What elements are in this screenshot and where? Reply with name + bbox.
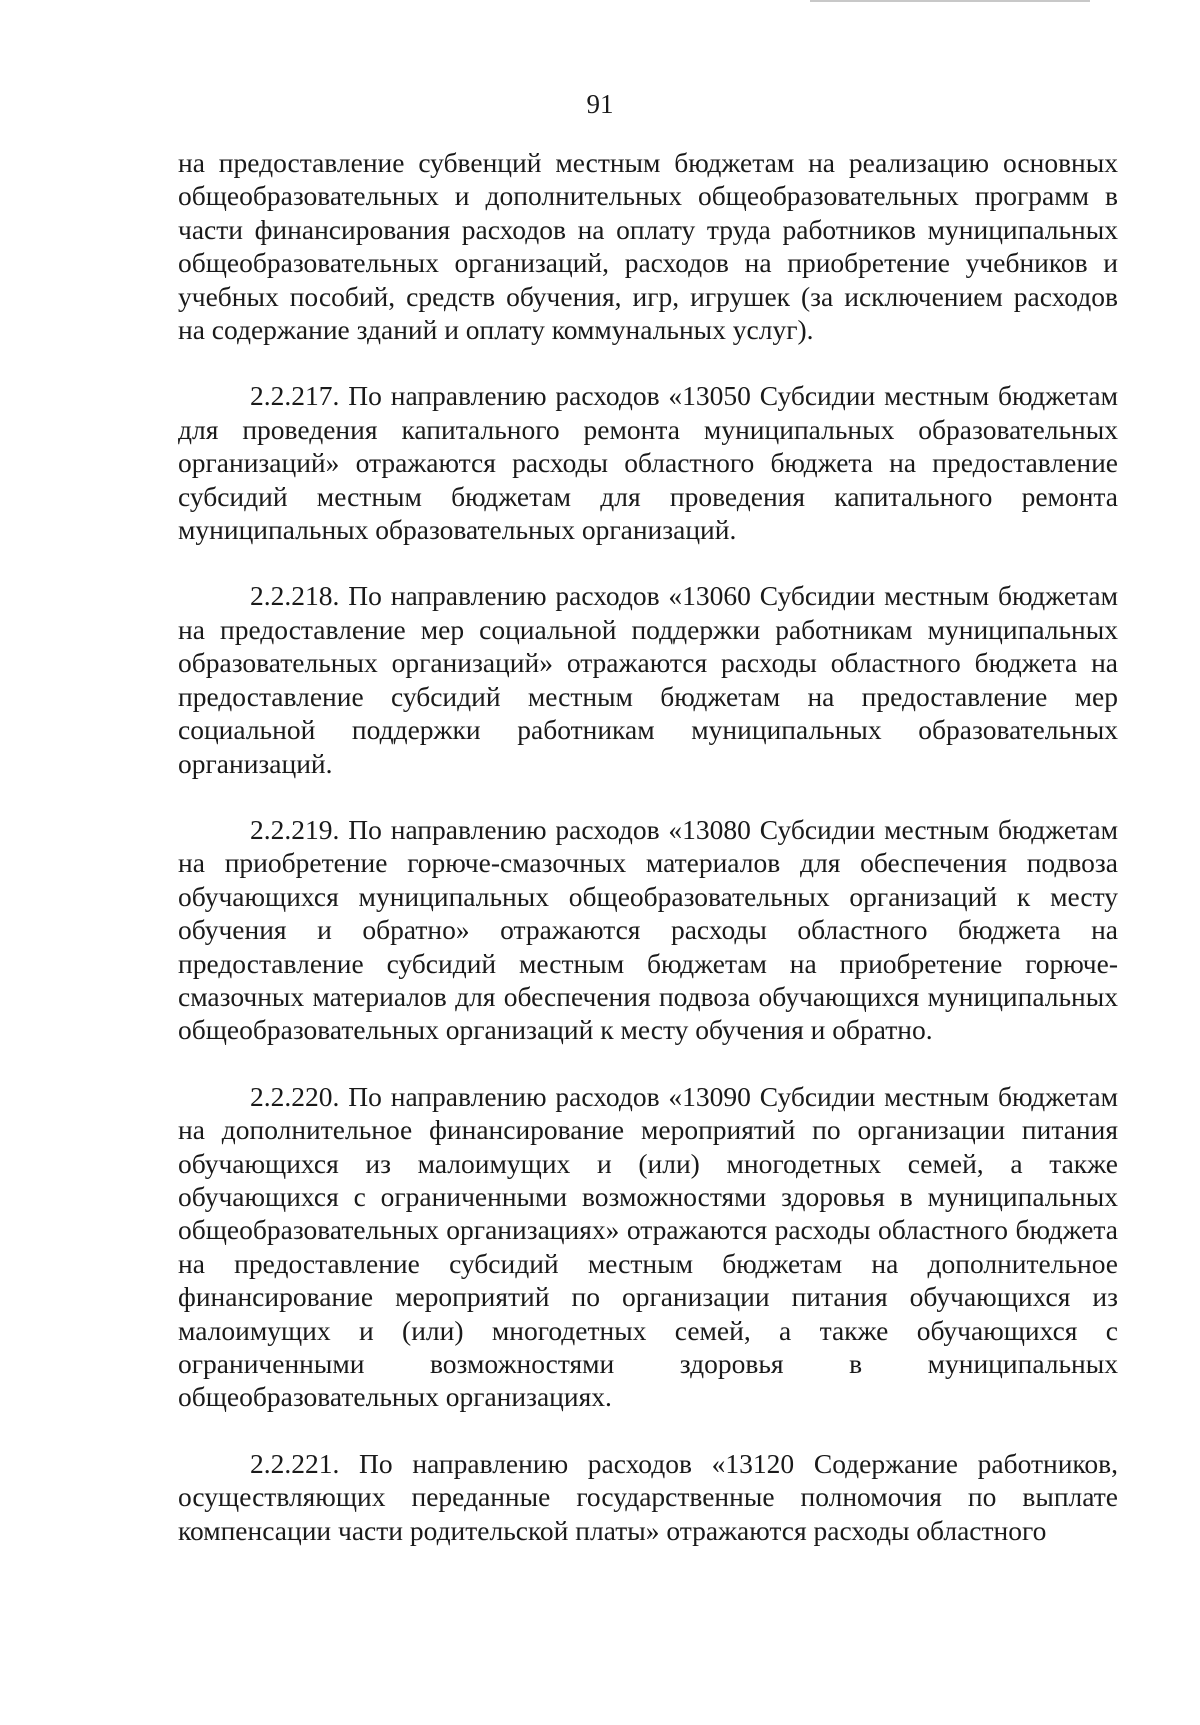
paragraph-2-2-219: 2.2.219. По направлению расходов «13080 Субсидии местным бюджетам на приобретение горюче-смазочных материалов для обеспечения подвоза обучающихся муниципальных общеобразовательных организаций к месту обучения и обратно» отражаются расходы областного бюджета на предоставление субсидий местным бюджетам на приобретение горюче-смазочных материалов для обеспечения подвоза обучающихся муниципальных общеобразовательных организаций к месту обучения и обратно. [178, 813, 1118, 1046]
document-body [178, 146, 1118, 1547]
paragraph-2-2-220: 2.2.220. По направлению расходов «13090 Субсидии местным бюджетам на дополнительное финансирование мероприятий по организации питания обучающихся из малоимущих и (или) многодетных семей, а также обучающихся с ограниченными возможностями здоровья в муниципальных общеобразовательных организациях» отражаются расходы областного бюджета на предоставление субсидий местным бюджетам на дополнительное финансирование мероприятий по организации питания обучающихся из малоимущих и (или) многодетных семей, а также обучающихся с ограниченными возможностями здоровья в муниципальных общеобразовательных организациях. [178, 1080, 1118, 1413]
paragraph-2-2-217: 2.2.217. По направлению расходов «13050 Субсидии местным бюджетам для проведения капитального ремонта муниципальных образовательных организаций» отражаются расходы областного бюджета на предоставление субсидий местным бюджетам для проведения капитального ремонта муниципальных образовательных организаций. [178, 380, 1118, 546]
paragraph-continuation: на предоставление субвенций местным бюджетам на реализацию основных общеобразовательных и дополнительных общеобразовательных программ в части финансирования расходов на оплату труда работников муниципальных общеобразовательных организаций, расходов на приобретение учебников и учебных пособий, средств обучения, игр, игрушек (за исключением расходов на содержание зданий и оплату коммунальных услуг). [178, 147, 1118, 346]
paragraph-2-2-218: 2.2.218. По направлению расходов «13060 Субсидии местным бюджетам на предоставление мер социальной поддержки работникам муниципальных образовательных организаций» отражаются расходы областного бюджета на предоставление субсидий местным бюджетам на предоставление мер социальной поддержки работникам муниципальных образовательных организаций. [178, 580, 1118, 779]
paragraph-2-2-221: 2.2.221. По направлению расходов «13120 Содержание работников, осуществляющих переданные государственные полномочия по выплате компенсации части родительской платы» отражаются расходы областного [178, 1447, 1118, 1546]
page-number: 91 [586, 89, 614, 119]
scan-edge-line [810, 0, 1090, 2]
